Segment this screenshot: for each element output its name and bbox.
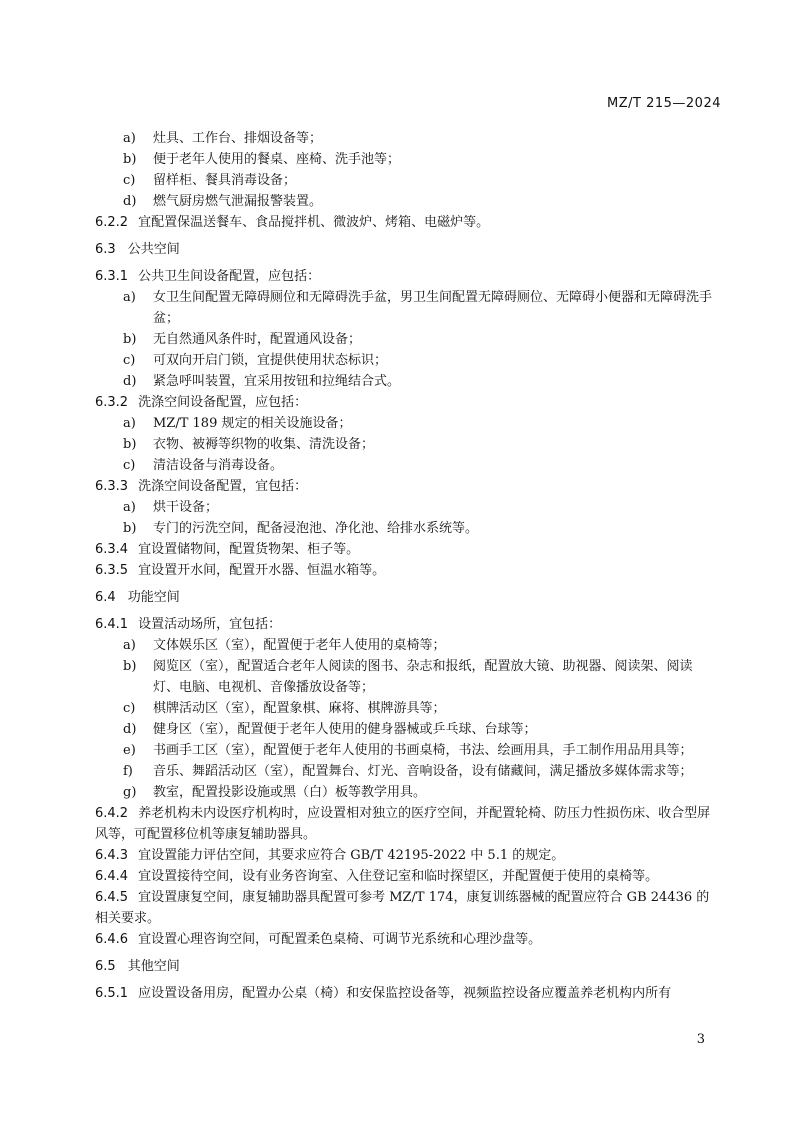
clause-number: 6.3.1 (95, 269, 129, 284)
clause-number: 6.4.1 (95, 617, 129, 632)
list-marker: a) (123, 416, 136, 431)
clause-number: 6.2.2 (95, 215, 129, 230)
clause-text: 养老机构未内设医疗机构时，应设置相对独立的医疗空间，并配置轮椅、防压力性损伤床、收合型屏风等，可配置移位机等康复辅助器具。 (95, 806, 711, 842)
list-item (95, 287, 717, 329)
list-item (95, 329, 717, 350)
list-item (95, 635, 717, 656)
clause-number: 6.4.6 (95, 932, 129, 947)
list-text: 便于老年人使用的餐桌、座椅、洗手池等； (153, 152, 401, 167)
list-marker: a) (123, 500, 136, 515)
list-item (95, 656, 717, 698)
clause (95, 560, 717, 581)
list-marker: c) (123, 353, 136, 368)
list-item (95, 698, 717, 719)
clause (95, 476, 717, 497)
list-text: 无自然通风条件时，配置通风设备； (153, 332, 362, 347)
list-marker: a) (123, 131, 136, 146)
section-heading (95, 956, 717, 977)
list-marker: f) (123, 764, 133, 779)
clause-number: 6.3.4 (95, 542, 129, 557)
list-item (95, 455, 717, 476)
list-item (95, 128, 717, 149)
list-item (95, 350, 717, 371)
list-text: 书画手工区（室），配置便于老年人使用的书画桌椅，书法、绘画用具，手工制作用品用具等； (153, 743, 693, 758)
section-number: 6.5 (95, 959, 116, 974)
clause-number: 6.4.2 (95, 806, 129, 821)
section-heading (95, 239, 717, 260)
clause (95, 845, 717, 866)
clause (95, 212, 717, 233)
list-text: 灶具、工作台、排烟设备等； (153, 131, 323, 146)
clause-text: 洗涤空间设备配置，宜包括： (138, 479, 308, 494)
clause-text: 设置活动场所，宜包括： (138, 617, 282, 632)
clause-text: 宜配置保温送餐车、食品搅拌机、微波炉、烤箱、电磁炉等。 (138, 215, 490, 230)
list-item (95, 740, 717, 761)
list-marker: b) (123, 332, 137, 347)
list-item (95, 371, 717, 392)
clause-text: 宜设置康复空间，康复辅助器具配置可参考 MZ/T 174，康复训练器械的配置应符合 GB 24436 的相关要求。 (95, 890, 710, 926)
standard-code: MZ/T 215—2024 (607, 96, 721, 111)
list-marker: e) (123, 743, 136, 758)
list-text: 教室，配置投影设施或黑（白）板等教学用具。 (153, 785, 427, 800)
list-text: 清洁设备与消毒设备。 (153, 458, 284, 473)
list-item (95, 518, 717, 539)
list-text: 健身区（室），配置便于老年人使用的健身器械或乒乓球、台球等； (153, 722, 537, 737)
list-marker: d) (123, 722, 137, 737)
list-marker: b) (123, 437, 137, 452)
list-item (95, 761, 717, 782)
list-marker: c) (123, 173, 136, 188)
list-text: 文体娱乐区（室），配置便于老年人使用的桌椅等； (153, 638, 446, 653)
list-text: 可双向开启门锁，宜提供使用状态标识； (153, 353, 388, 368)
list-text: 专门的污洗空间，配备浸泡池、净化池、给排水系统等。 (153, 521, 479, 536)
clause-text: 宜设置开水间，配置开水器、恒温水箱等。 (138, 563, 386, 578)
clause (95, 866, 717, 887)
list-text: 音乐、舞蹈活动区（室），配置舞台、灯光、音响设备，设有储藏间，满足播放多媒体需求等； (153, 764, 693, 779)
clause-number: 6.4.5 (95, 890, 129, 905)
list-text: 棋牌活动区（室），配置象棋、麻将、棋牌游具等； (153, 701, 446, 716)
list-marker: d) (123, 194, 137, 209)
list-marker: c) (123, 701, 136, 716)
clause-text: 洗涤空间设备配置，应包括： (138, 395, 308, 410)
list-text: 留样柜、餐具消毒设备； (153, 173, 297, 188)
list-marker: a) (123, 290, 136, 305)
list-text: 女卫生间配置无障碍厕位和无障碍洗手盆，男卫生间配置无障碍厕位、无障碍小便器和无障碍洗手盆； (153, 290, 713, 326)
clause-number: 6.3.2 (95, 395, 129, 410)
clause-text: 宜设置心理咨询空间，可配置柔色桌椅、可调节光系统和心理沙盘等。 (138, 932, 542, 947)
list-text: 燃气厨房燃气泄漏报警装置。 (153, 194, 323, 209)
clause (95, 887, 717, 929)
clause (95, 803, 717, 845)
clause-text: 宜设置能力评估空间，其要求应符合 GB/T 42195-2022 中 5.1 的规定。 (138, 848, 565, 863)
clause-text: 宜设置储物间，配置货物架、柜子等。 (138, 542, 360, 557)
list-marker: d) (123, 374, 137, 389)
clause (95, 929, 717, 950)
list-item (95, 782, 717, 803)
clause-number: 6.4.4 (95, 869, 129, 884)
section-title: 其他空间 (127, 959, 180, 974)
clause-number: 6.3.5 (95, 563, 129, 578)
clause (95, 539, 717, 560)
clause-text: 应设置设备用房，配置办公桌（椅）和安保监控设备等，视频监控设备应覆盖养老机构内所有 (138, 986, 672, 1001)
section-heading (95, 587, 717, 608)
list-marker: a) (123, 638, 136, 653)
clause (95, 983, 717, 1004)
list-text: MZ/T 189 规定的相关设施设备； (153, 416, 352, 431)
list-marker: c) (123, 458, 136, 473)
list-text: 衣物、被褥等织物的收集、清洗设备； (153, 437, 375, 452)
section-title: 功能空间 (127, 590, 180, 605)
list-marker: b) (123, 659, 137, 674)
list-item (95, 497, 717, 518)
list-item (95, 170, 717, 191)
list-marker: b) (123, 521, 137, 536)
list-item (95, 434, 717, 455)
clause-number: 6.5.1 (95, 986, 129, 1001)
list-item (95, 413, 717, 434)
section-number: 6.4 (95, 590, 116, 605)
clause (95, 614, 717, 635)
clause-number: 6.3.3 (95, 479, 129, 494)
section-number: 6.3 (95, 242, 116, 257)
page-number: 3 (696, 1032, 705, 1047)
list-marker: g) (123, 785, 137, 800)
list-text: 阅览区（室），配置适合老年人阅读的图书、杂志和报纸，配置放大镜、助视器、阅读架、阅读灯、电脑、电视机、音像播放设备等； (153, 659, 693, 695)
clause-text: 宜设置接待空间，设有业务咨询室、入住登记室和临时探望区，并配置便于使用的桌椅等。 (138, 869, 659, 884)
list-item (95, 149, 717, 170)
document-body (95, 128, 717, 1004)
list-item (95, 719, 717, 740)
list-marker: b) (123, 152, 137, 167)
list-item (95, 191, 717, 212)
clause (95, 266, 717, 287)
clause (95, 392, 717, 413)
list-text: 烘干设备； (153, 500, 219, 515)
clause-number: 6.4.3 (95, 848, 129, 863)
section-title: 公共空间 (127, 242, 180, 257)
clause-text: 公共卫生间设备配置，应包括： (138, 269, 321, 284)
list-text: 紧急呼叫装置，宜采用按钮和拉绳结合式。 (153, 374, 401, 389)
